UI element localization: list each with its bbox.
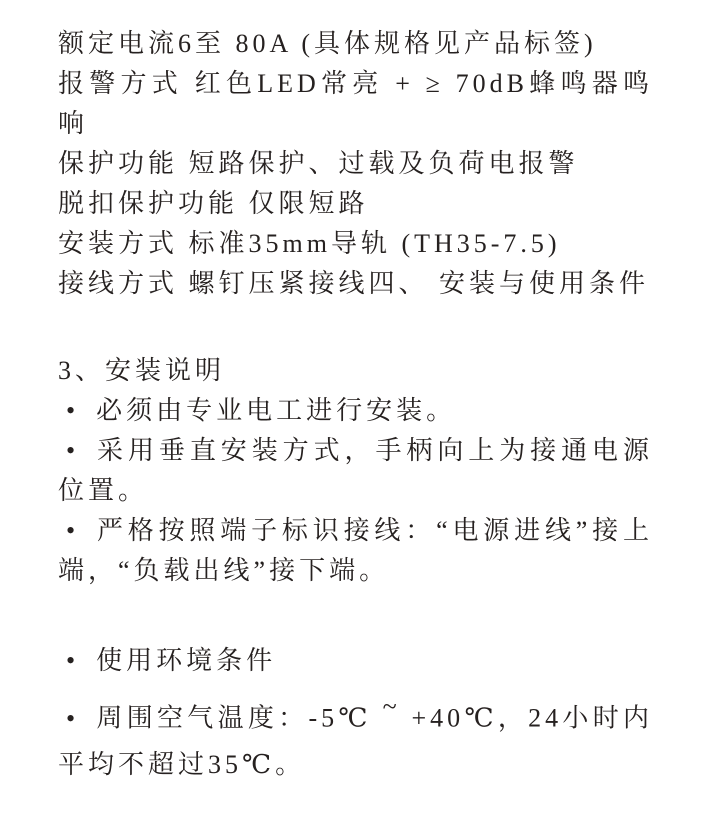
spec-line-alarm-mode: 报警方式 红色LED常亮 + ≥ 70dB蜂鸣器鸣响 (58, 69, 653, 138)
specifications-section (58, 24, 653, 304)
env-bullet-temperature (58, 684, 653, 788)
spec-line-trip-protection: 脱扣保护功能 仅限短路 (58, 189, 369, 218)
environment-section (58, 638, 653, 788)
spec-line-rated-current: 额定电流6至 80A (具体规格见产品标签) (58, 29, 597, 58)
installation-heading: 3、安装说明 (58, 356, 226, 385)
bullet-icon: • (66, 703, 80, 733)
bullet-icon: • (66, 396, 80, 425)
installation-section (58, 351, 653, 591)
bullet-icon: • (66, 516, 80, 545)
install-bullet-vertical-mounting (58, 431, 653, 511)
env-temperature-prefix: 周围空气温度：-5℃ (96, 703, 383, 733)
bullet-icon: • (66, 646, 80, 675)
spec-line-protection-functions: 保护功能 短路保护、过载及负荷电报警 (58, 149, 579, 178)
env-temperature-suffix: +40℃，24小时内平均不超过35℃。 (58, 703, 654, 779)
install-bullet-terminal-wiring (58, 511, 653, 591)
spec-line-wiring-method: 接线方式 螺钉压紧接线四、 安装与使用条件 (58, 269, 650, 298)
bullet-icon: • (66, 436, 80, 465)
install-bullet-electrician (58, 391, 653, 431)
install-bullet-vertical-mounting-text: 采用垂直安装方式，手柄向上为接通电源位置。 (58, 436, 653, 505)
install-bullet-terminal-wiring-text: 严格按照端子标识接线：“电源进线”接上端，“负载出线”接下端。 (58, 516, 653, 585)
env-conditions-heading-text: 使用环境条件 (96, 646, 277, 675)
spec-line-mounting-method: 安装方式 标准35mm导轨 (TH35-7.5) (58, 229, 561, 258)
install-bullet-electrician-text: 必须由专业电工进行安装。 (96, 396, 457, 425)
tilde-range-symbol: ~ (382, 692, 401, 721)
env-bullet-conditions-heading (58, 638, 653, 684)
